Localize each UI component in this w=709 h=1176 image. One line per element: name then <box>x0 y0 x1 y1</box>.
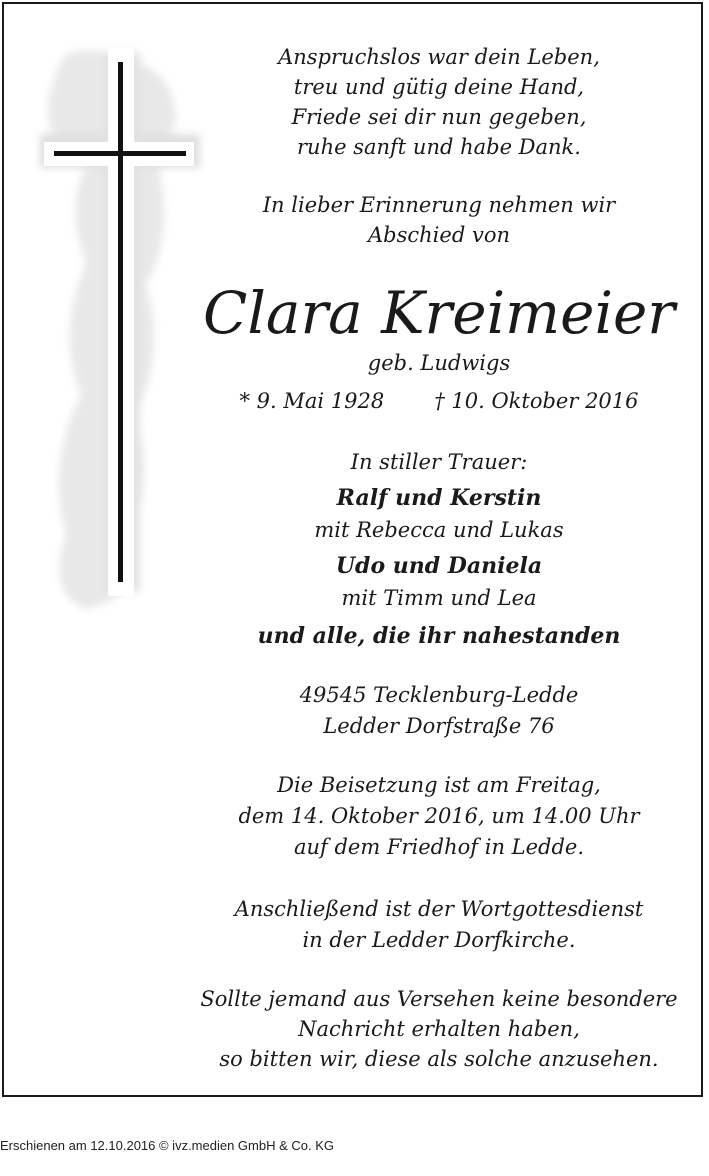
family-members: mit Timm und Lea <box>341 586 537 610</box>
address-line: Ledder Dorfstraße 76 <box>323 714 555 738</box>
publication-footer: Erschienen am 12.10.2016 © ivz.medien GmbH & Co. KG <box>0 1138 335 1153</box>
poem <box>194 42 684 162</box>
family-name: Ralf und Kerstin <box>336 485 542 511</box>
intro-line: Abschied von <box>368 223 510 247</box>
cross-icon <box>26 34 216 614</box>
birth-date: * 9. Mai 1928 <box>239 389 385 413</box>
note-line: so bitten wir, diese als solche anzusehen. <box>219 1047 659 1071</box>
family-name: Udo und Daniela <box>335 553 543 579</box>
mourners-heading: In stiller Trauer: <box>350 450 528 474</box>
intro-text <box>194 190 684 250</box>
poem-line: Friede sei dir nun gegeben, <box>291 105 587 129</box>
poem-line: ruhe sanft und habe Dank. <box>297 135 581 159</box>
service-info <box>194 894 684 956</box>
intro-line: In lieber Erinnerung nehmen wir <box>262 193 616 217</box>
poem-line: Anspruchslos war dein Leben, <box>278 45 600 69</box>
mourners-closing: und alle, die ihr nahestanden <box>257 623 621 649</box>
maiden-name: geb. Ludwigs <box>367 351 511 375</box>
address <box>194 680 684 742</box>
note-line: Sollte jemand aus Versehen keine besondere <box>200 987 678 1011</box>
family-members: mit Rebecca und Lukas <box>314 518 564 542</box>
poem-line: treu und gütig deine Hand, <box>293 75 585 99</box>
funeral-info <box>194 770 684 863</box>
funeral-line: auf dem Friedhof in Ledde. <box>293 835 585 859</box>
notification-note <box>194 984 684 1074</box>
death-date: † 10. Oktober 2016 <box>434 389 639 413</box>
service-line: in der Ledder Dorfkirche. <box>302 928 576 952</box>
funeral-line: Die Beisetzung ist am Freitag, <box>277 773 601 797</box>
address-line: 49545 Tecklenburg-Ledde <box>299 683 579 707</box>
deceased-name: Clara Kreimeier <box>202 279 676 347</box>
note-line: Nachricht erhalten haben, <box>298 1017 580 1041</box>
service-line: Anschließend ist der Wortgottesdienst <box>234 897 644 921</box>
obituary-frame <box>2 2 703 1097</box>
life-dates <box>194 387 684 415</box>
funeral-line: dem 14. Oktober 2016, um 14.00 Uhr <box>238 804 640 828</box>
